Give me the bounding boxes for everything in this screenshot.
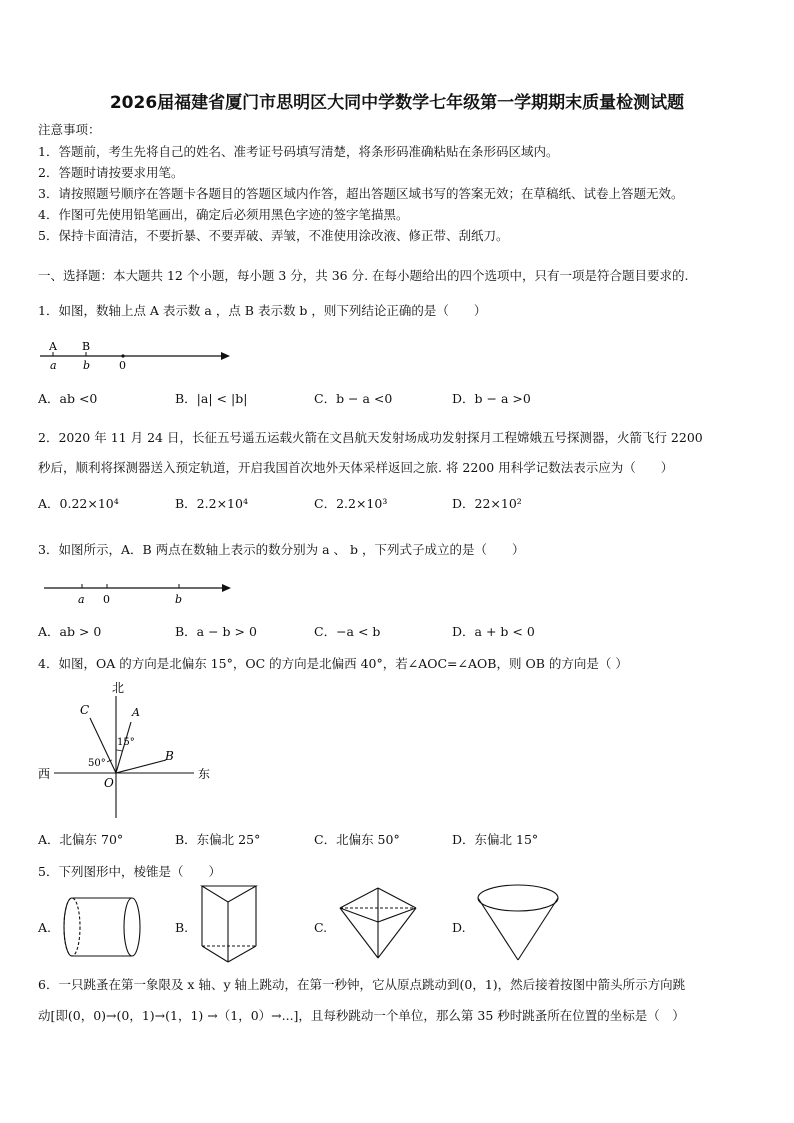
q5-pyramid-figure (338, 886, 418, 962)
q4-label-C: C (80, 703, 90, 717)
q4-label-north: 北 (112, 681, 125, 695)
section-heading: 一、选择题：本大题共 12 个小题，每小题 3 分，共 36 分. 在每小题给出的四个选项中，只有一项是符合题目要求的. (38, 268, 689, 283)
q3-label-zero: 0 (103, 593, 110, 606)
question-2-line1: 2．2020 年 11 月 24 日，长征五号遥五运载火箭在文昌航天发射场成功发射探月工程嫦娥五号探测器，火箭飞行 2200 (38, 430, 703, 445)
q1-number-line (38, 336, 238, 376)
q4-option-c: C．北偏东 50° (314, 832, 400, 847)
q1-label-zero: 0 (119, 359, 126, 372)
q2-option-d: D．22×10² (452, 496, 522, 511)
notice-heading: 注意事项： (38, 122, 101, 137)
q3-option-b: B．a − b > 0 (175, 624, 257, 639)
q2-option-c: C．2.2×10³ (314, 496, 388, 511)
q5-cylinder-figure (58, 892, 150, 962)
q5-option-d: D. (452, 920, 466, 935)
q4-angle-50: 50° (88, 758, 106, 769)
question-6-line1: 6．一只跳蚤在第一象限及 x 轴、y 轴上跳动，在第一秒钟，它从原点跳动到(0，1)，然后接着按图中箭头所示方向跳 (38, 977, 686, 992)
q4-label-east: 东 (198, 767, 211, 781)
question-1-stem: 1．如图，数轴上点 A 表示数 a ，点 B 表示数 b ，则下列结论正确的是（ ） (38, 303, 487, 318)
notice-item: 4．作图可先使用铅笔画出，确定后必须用黑色字迹的签字笔描黑。 (38, 207, 409, 222)
q1-label-b: b (83, 359, 91, 372)
q1-label-a: a (50, 359, 57, 372)
q1-label-B: B (82, 340, 91, 353)
q3-label-a: a (78, 593, 85, 606)
q4-option-d: D．东偏北 15° (452, 832, 539, 847)
notice-item: 2．答题时请按要求用笔。 (38, 165, 184, 180)
q5-option-b: B. (175, 920, 189, 935)
notice-item: 3．请按照题号顺序在答题卡各题目的答题区域内作答，超出答题区域书写的答案无效；在草稿纸、试卷上答题无效。 (38, 186, 684, 201)
q3-number-line (38, 574, 238, 610)
q5-prism-figure (198, 884, 260, 966)
q5-cone-figure (474, 882, 564, 964)
q4-label-A: A (132, 706, 140, 719)
question-3-stem: 3．如图所示，A．B 两点在数轴上表示的数分别为 a 、 b ，下列式子成立的是（ ） (38, 542, 525, 557)
q3-option-c: C．−a < b (314, 624, 381, 639)
question-2-line2: 秒后，顺利将探测器送入预定轨道，开启我国首次地外天体采样返回之旅. 将 2200 用科学记数法表示应为（ ） (38, 460, 674, 475)
q1-option-c: C．b − a <0 (314, 391, 393, 406)
q4-label-west: 西 (38, 767, 51, 781)
notice-item: 1．答题前，考生先将自己的姓名、准考证号码填写清楚，将条形码准确粘贴在条形码区域内。 (38, 144, 559, 159)
q5-option-c: C. (314, 920, 328, 935)
q2-option-a: A．0.22×10⁴ (38, 496, 119, 511)
question-6-line2: 动[即(0，0)→(0，1)→(1，1) →（1，0）→...]，且每秒跳动一个单位，那么第 35 秒时跳蚤所在位置的坐标是（ ） (38, 1008, 685, 1023)
q3-label-b: b (175, 593, 183, 606)
q4-direction-diagram (36, 678, 216, 824)
q1-option-a: A．ab <0 (38, 391, 98, 406)
q4-angle-15: 15° (117, 737, 135, 748)
q4-label-B: B (165, 749, 174, 763)
q2-option-b: B．2.2×10⁴ (175, 496, 248, 511)
q4-label-O: O (104, 776, 114, 790)
question-5-stem: 5．下列图形中，棱锥是（ ） (38, 864, 221, 879)
q1-option-d: D．b − a >0 (452, 391, 531, 406)
q1-option-b: B．|a| < |b| (175, 391, 248, 406)
notice-item: 5．保持卡面清洁，不要折暴、不要弄破、弄皱，不准使用涂改液、修正带、刮纸刀。 (38, 228, 509, 243)
page-title: 2026届福建省厦门市思明区大同中学数学七年级第一学期期末质量检测试题 (109, 93, 685, 113)
question-4-stem: 4．如图，OA 的方向是北偏东 15°，OC 的方向是北偏西 40°，若∠AOC=∠AOB，则 OB 的方向是（ ） (38, 656, 628, 671)
q5-option-a: A. (38, 920, 52, 935)
q3-option-a: A．ab > 0 (38, 624, 102, 639)
q1-label-A: A (49, 340, 57, 353)
q3-option-d: D．a + b < 0 (452, 624, 535, 639)
q4-option-b: B．东偏北 25° (175, 832, 261, 847)
q4-option-a: A．北偏东 70° (38, 832, 124, 847)
